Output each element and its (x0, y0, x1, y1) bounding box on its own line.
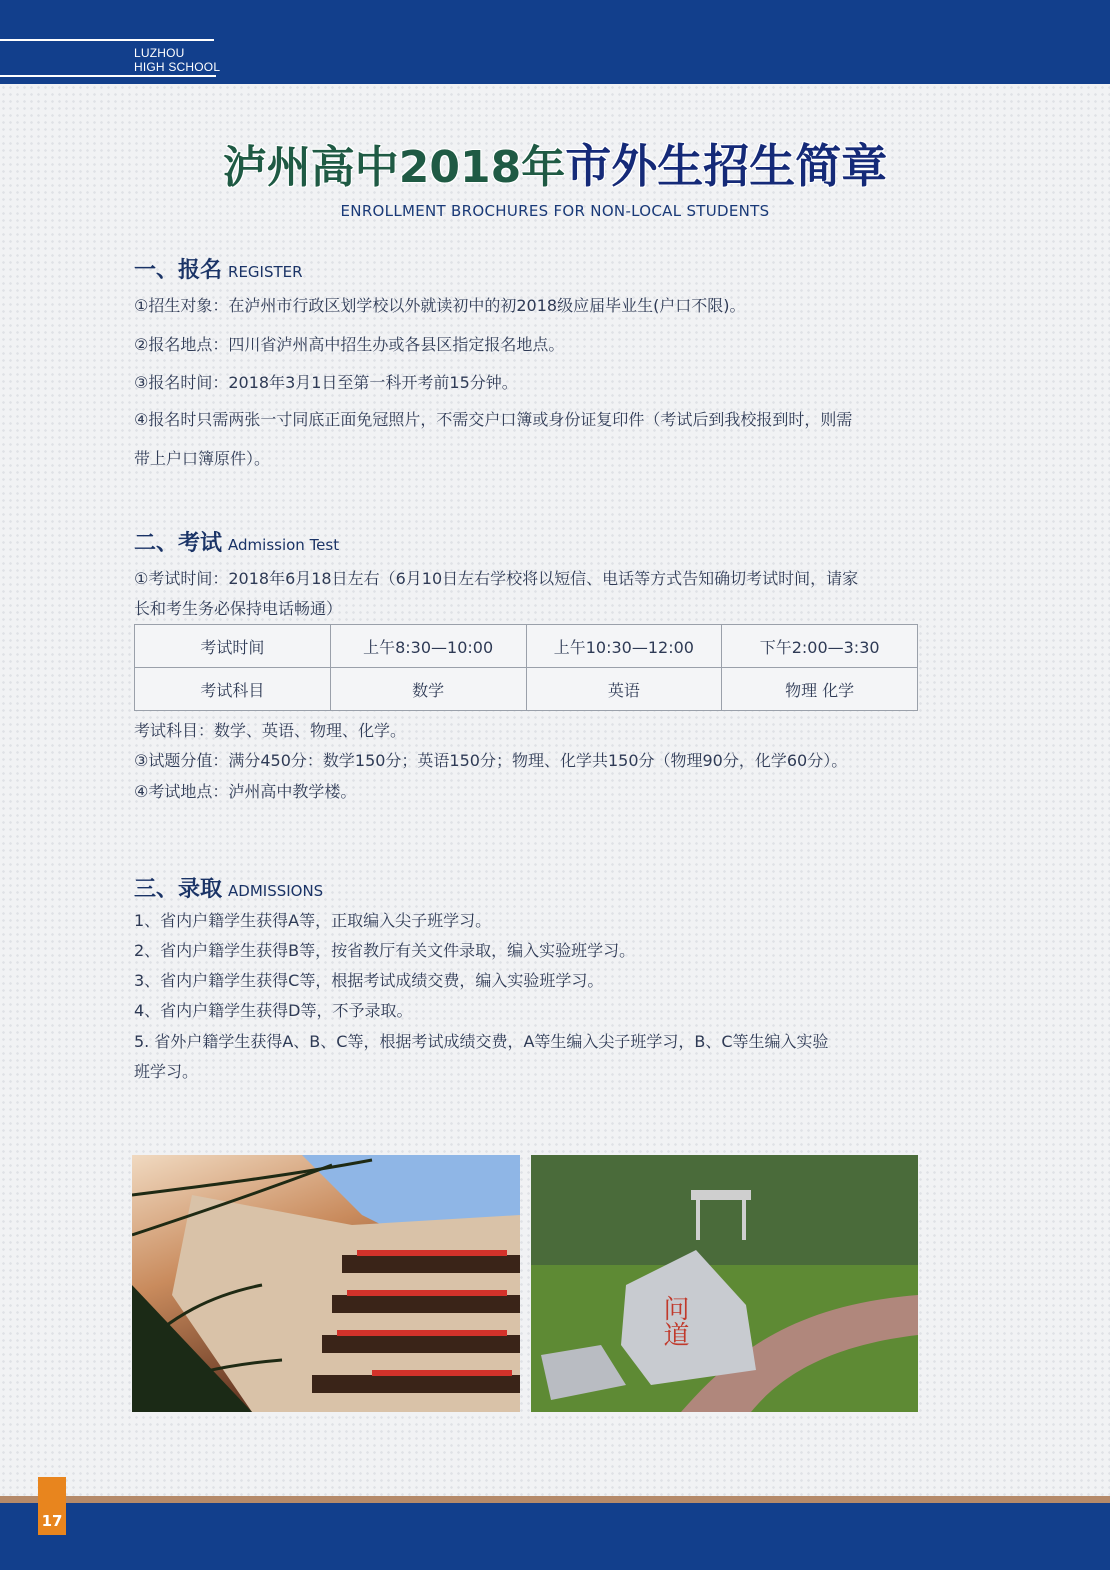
table-cell: 英语 (526, 668, 722, 711)
page-title (0, 138, 1110, 196)
table-cell: 下午2:00—3:30 (722, 625, 918, 668)
school-name-line2: HIGH SCHOOL (134, 60, 221, 74)
school-name-line1: LUZHOU (134, 46, 185, 60)
test-location: ④考试地点：泸州高中教学楼。 (134, 782, 357, 801)
test-scores: ③试题分值：满分450分：数学150分；英语150分；物理、化学共150分（物理90分，化学60分）。 (134, 751, 848, 770)
section-test-title: 二、考试 (134, 531, 223, 556)
section-admissions-title: 三、录取 (134, 877, 223, 902)
stone-inscription: 问道 (659, 1295, 689, 1347)
section-register-heading (134, 253, 303, 284)
register-item-3: ③报名时间：2018年3月1日至第一科开考前15分钟。 (134, 373, 518, 392)
register-item-2: ②报名地点：四川省泸州高中招生办或各县区指定报名地点。 (134, 335, 565, 354)
table-cell: 考试科目 (135, 668, 331, 711)
section-register-title: 一、报名 (134, 258, 223, 283)
header-divider-bottom (0, 75, 216, 77)
photo-campus-stone (531, 1155, 918, 1412)
header-divider-top (0, 39, 214, 41)
register-item-4-cont: 带上户口簿原件）。 (134, 449, 271, 468)
section-test-heading (134, 526, 339, 557)
admissions-item-1: 1、省内户籍学生获得A等，正取编入尖子班学习。 (134, 911, 492, 930)
footer-stripe (0, 1496, 1110, 1503)
table-row (135, 668, 918, 711)
table-cell: 物理 化学 (722, 668, 918, 711)
table-cell: 上午10:30—12:00 (526, 625, 722, 668)
school-name (134, 46, 220, 74)
admissions-item-5-cont: 班学习。 (134, 1062, 199, 1081)
page-title-part2: 市外生招生简章 (565, 139, 888, 193)
page-title-part1: 泸州高中2018年 (222, 142, 566, 193)
table-cell: 上午8:30—10:00 (330, 625, 526, 668)
section-register-title-en: REGISTER (228, 263, 303, 281)
admissions-item-5: 5. 省外户籍学生获得A、B、C等，根据考试成绩交费，A等生编入尖子班学习，B、C等生编入实验 (134, 1032, 829, 1051)
exam-schedule-table (134, 624, 918, 711)
test-subjects: 考试科目：数学、英语、物理、化学。 (134, 721, 407, 740)
register-item-1: ①招生对象：在泸州市行政区划学校以外就读初中的初2018级应届毕业生(户口不限)。 (134, 296, 746, 315)
section-test-title-en: Admission Test (228, 536, 340, 554)
admissions-item-4: 4、省内户籍学生获得D等，不予录取。 (134, 1001, 413, 1020)
test-item-1-cont: 长和考生务必保持电话畅通） (134, 599, 343, 618)
table-cell: 考试时间 (135, 625, 331, 668)
register-item-4: ④报名时只需两张一寸同底正面免冠照片，不需交户口簿或身份证复印件（考试后到我校报到时，则需 (134, 410, 853, 429)
table-cell: 数学 (330, 668, 526, 711)
table-row (135, 625, 918, 668)
school-building-illustration (132, 1155, 520, 1412)
admissions-item-3: 3、省内户籍学生获得C等，根据考试成绩交费，编入实验班学习。 (134, 971, 604, 990)
admissions-item-2: 2、省内户籍学生获得B等，按省教厅有关文件录取，编入实验班学习。 (134, 941, 636, 960)
section-admissions-title-en: ADMISSIONS (228, 882, 324, 900)
footer-bar (0, 1503, 1110, 1570)
section-admissions-heading (134, 872, 323, 903)
test-item-1: ①考试时间：2018年6月18日左右（6月10日左右学校将以短信、电话等方式告知确切考试时间，请家 (134, 569, 859, 588)
photo-school-building (132, 1155, 520, 1412)
page-subtitle: ENROLLMENT BROCHURES FOR NON-LOCAL STUDENTS (340, 202, 770, 220)
campus-stone-illustration (531, 1155, 918, 1412)
page-number: 17 (41, 1512, 63, 1530)
